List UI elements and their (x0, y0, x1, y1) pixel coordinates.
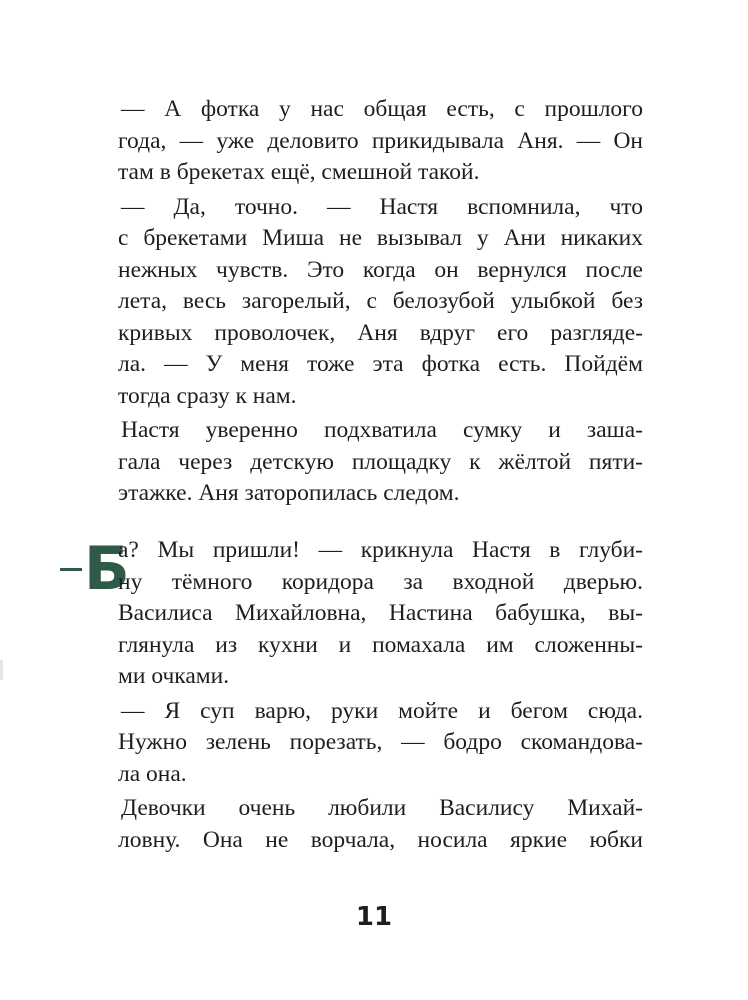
page-number: 11 (355, 902, 393, 932)
text-line: тогда сразу к нам. (118, 382, 297, 409)
text-line: — А фотка у нас общая есть, с прошлого (121, 96, 643, 122)
drop-cap (60, 534, 130, 608)
text-line: а? Мы пришли! — крикнула Настя в глуби- (118, 537, 643, 563)
text-line: ну тёмного коридора за входной дверью. (118, 568, 643, 595)
text-line: там в брекетах ещё, смешной такой. (118, 159, 480, 185)
text-line: гала через детскую площадку к жёлтой пяти- (118, 448, 643, 475)
text-line: Девочки очень любили Василису Михай- (121, 795, 643, 821)
text-line: — Я суп варю, руки мойте и бегом сюда. (121, 697, 643, 724)
text-line: ла она. (118, 760, 187, 787)
text-line: Настя уверенно подхватила сумку и зашa- (121, 417, 643, 443)
text-line: Нужно зелень порезать, — бодро скомандова- (118, 729, 643, 755)
text-line: ми очками. (118, 663, 230, 689)
text-line: нежных чувств. Это когда он вернулся после (118, 256, 643, 283)
text-section-1 (118, 94, 643, 510)
text-line: лета, весь загорелый, с белозубой улыбкой без (118, 288, 643, 314)
text-line: этажке. Аня заторопилась следом. (118, 480, 460, 506)
page-edge-mark (0, 660, 3, 680)
text-line: ла. — У меня тоже эта фотка есть. Пойдём (118, 351, 643, 377)
drop-cap-letter: Б (84, 534, 130, 604)
text-line: глянула из кухни и помахала им сложенны- (118, 631, 643, 658)
text-line: — Да, точно. — Настя вспомнила, что (121, 193, 643, 220)
drop-cap-dash (60, 568, 82, 571)
text-line: Василиса Михайловна, Настина бабушка, вы- (118, 600, 643, 626)
text-line: года, — уже деловито прикидывала Аня. — Он (118, 127, 643, 154)
text-line: с брекетами Миша не вызывал у Ани никаких (118, 225, 643, 251)
text-section-2 (118, 535, 643, 856)
text-line: кривых проволочек, Аня вдруг его разгляде- (118, 319, 643, 346)
text-line: ловну. Она не ворчала, носила яркие юбки (118, 826, 643, 853)
